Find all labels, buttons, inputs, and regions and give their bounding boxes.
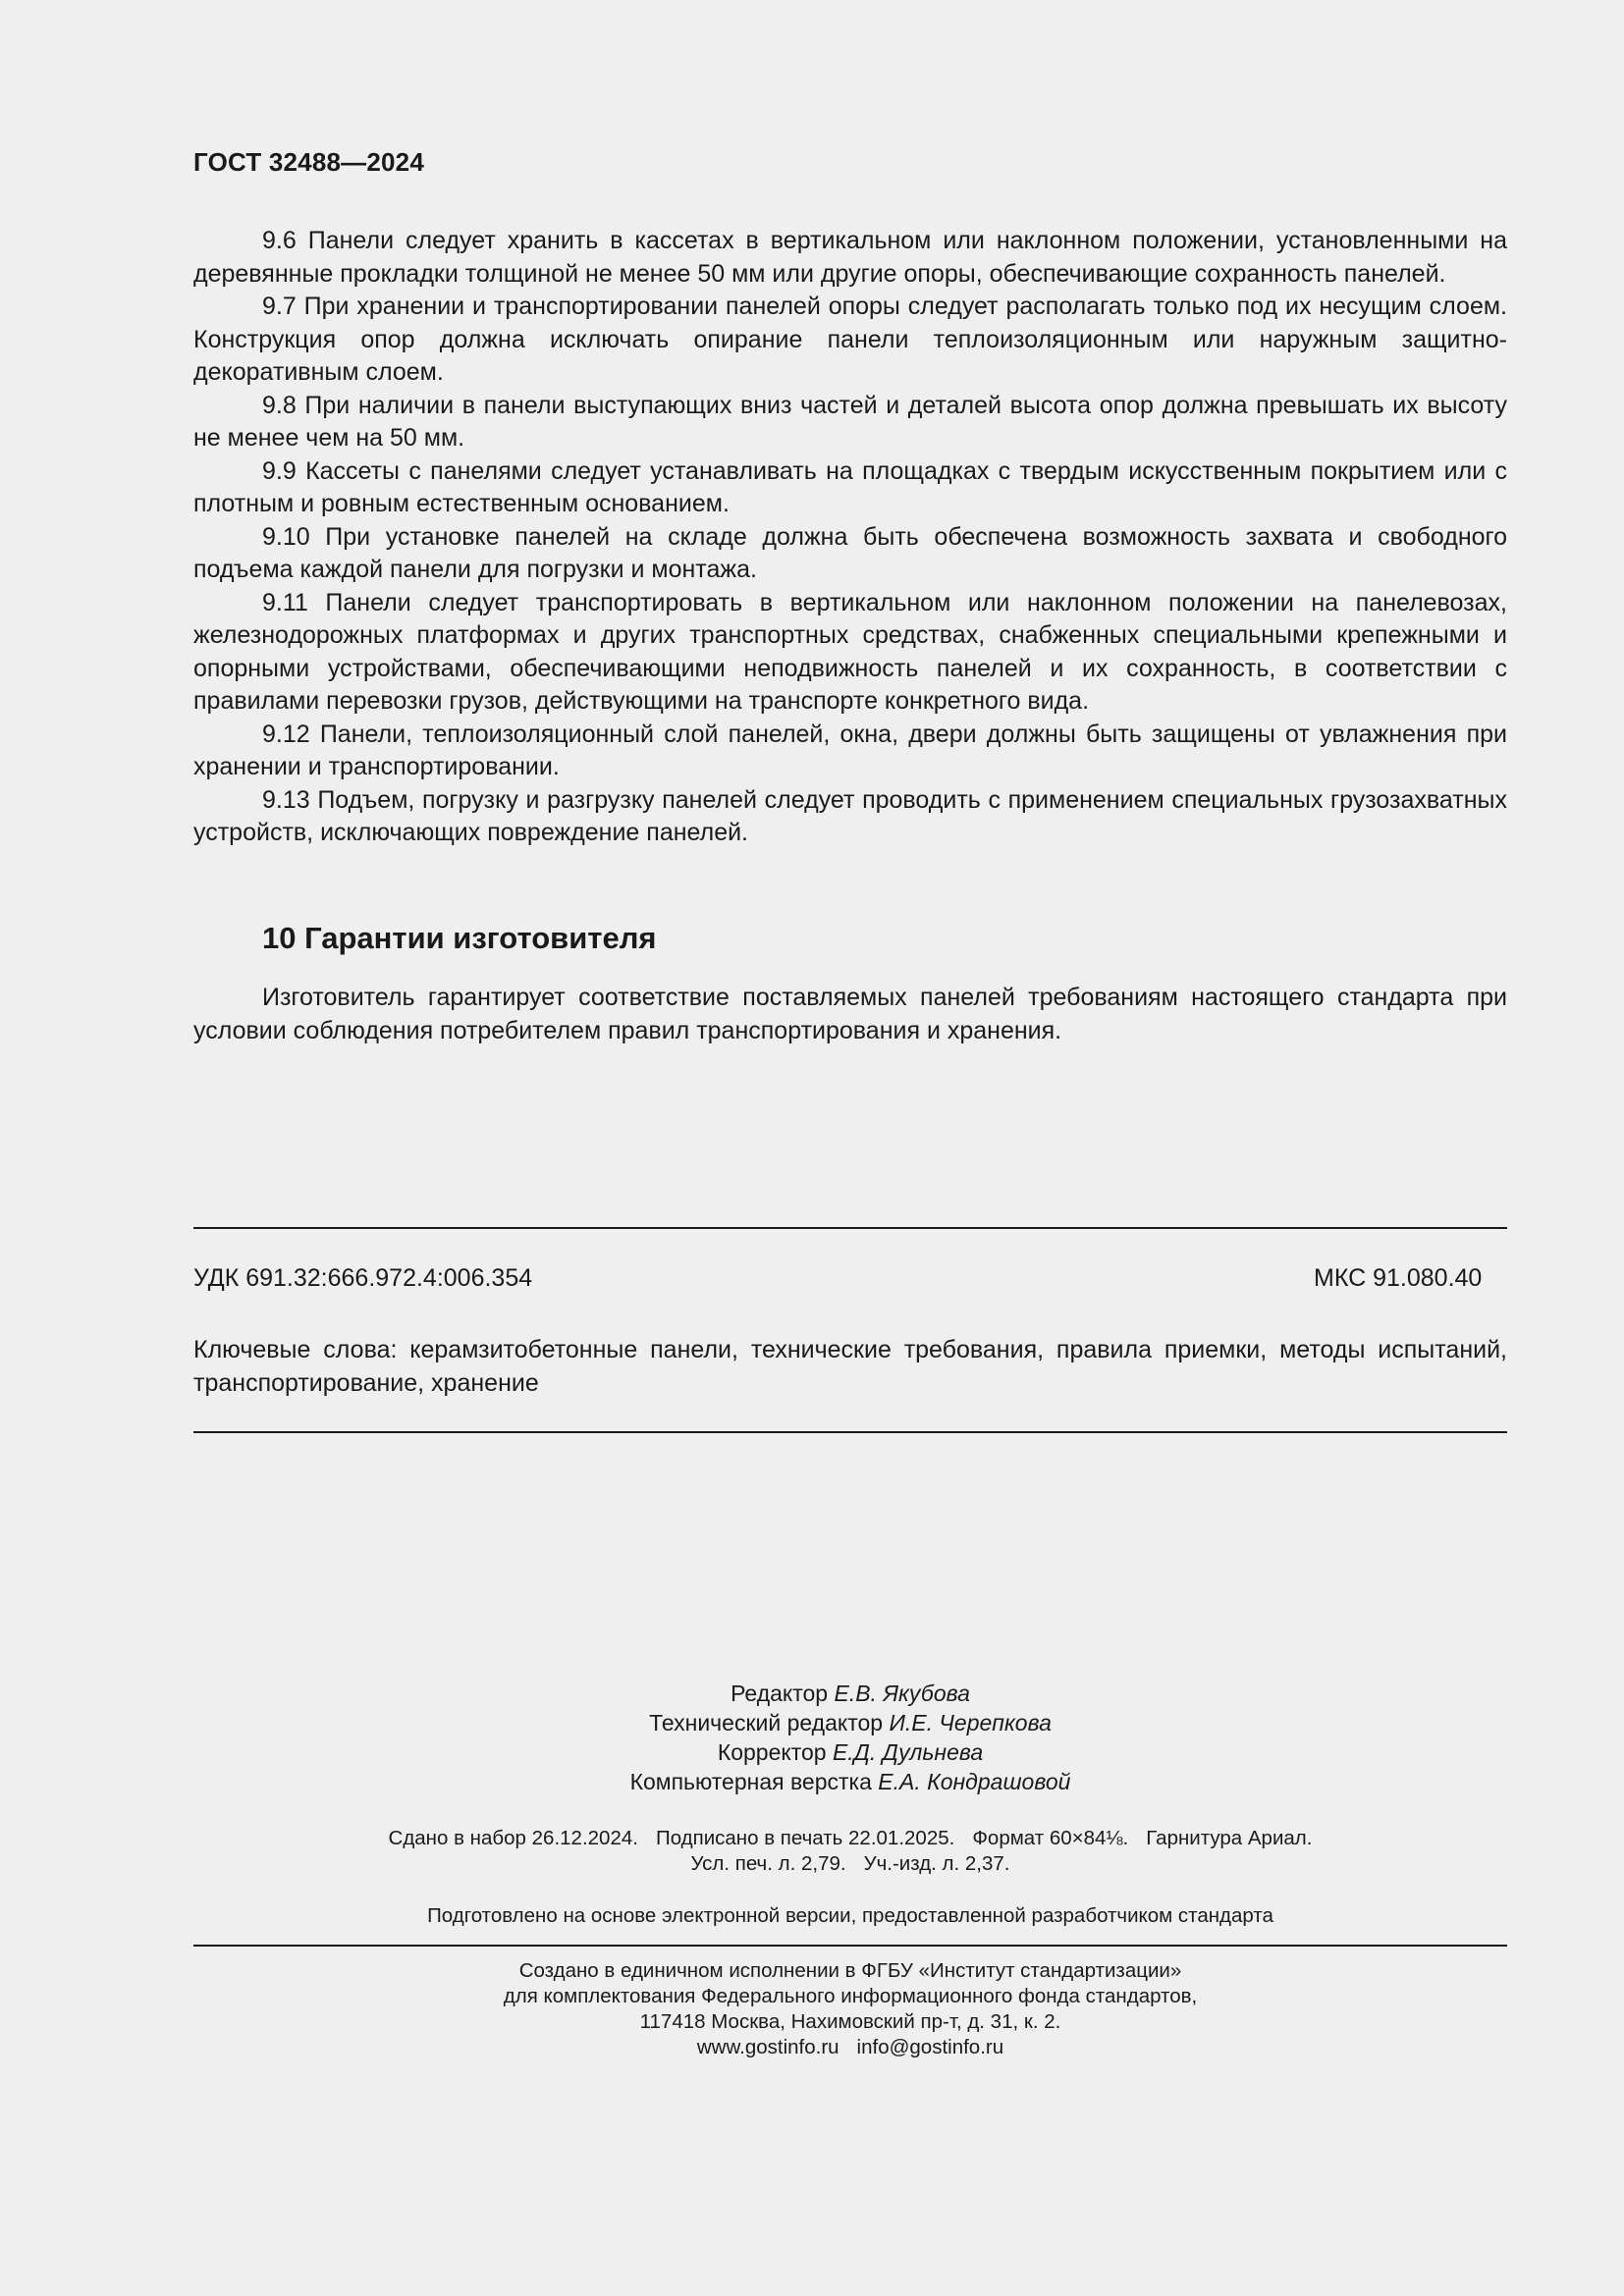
section-10-heading: 10 Гарантии изготовителя <box>262 921 657 955</box>
print-info <box>193 1826 1507 1877</box>
paragraph-9-8: 9.8 При наличии в панели выступающих вниз частей и деталей высота опор должна превышать их высоту не менее чем на 50 мм. <box>193 391 1507 452</box>
credit-technical-editor: Технический редактор И.Е. Черепкова <box>649 1710 1052 1735</box>
imprint-line-2: для комплектования Федерального информационного фонда стандартов, <box>503 1985 1198 2007</box>
keywords-text: Ключевые слова: керамзитобетонные панели, технические требования, правила приемки, методы испытаний, транспортирование, хранение <box>193 1336 1507 1397</box>
credit-editor: Редактор Е.В. Якубова <box>731 1681 970 1706</box>
keywords-block <box>193 1334 1507 1400</box>
print-info-line-2 <box>193 1851 1507 1877</box>
paragraph-9-12: 9.12 Панели, теплоизоляционный слой панелей, окна, двери должны быть защищены от увлажнения при хранении и транспортировании. <box>193 720 1507 780</box>
storage-transport-section <box>193 225 1507 850</box>
website-link[interactable]: www.gostinfo.ru <box>696 2036 839 2058</box>
sent-to-typeset: Сдано в набор 26.12.2024. <box>388 1827 638 1849</box>
prepared-note: Подготовлено на основе электронной версии, предоставленной разработчиком стандарта <box>427 1904 1273 1927</box>
imprint-line-3: 117418 Москва, Нахимовский пр-т, д. 31, к. 2. <box>639 2010 1061 2033</box>
credits-block <box>193 1679 1507 1796</box>
imprint-line-1: Создано в единичном исполнении в ФГБУ «Институт стандартизации» <box>518 1959 1182 1982</box>
typeface: Гарнитура Ариал. <box>1146 1827 1313 1849</box>
format: Формат 60×84⅛. <box>972 1827 1129 1849</box>
divider-middle <box>193 1431 1507 1433</box>
paragraph-9-9: 9.9 Кассеты с панелями следует устанавливать на площадках с твердым искусственным покрытием или с плотным и ровным естественным основанием. <box>193 456 1507 517</box>
paragraph-9-6: 9.6 Панели следует хранить в кассетах в вертикальном или наклонном положении, установленными на деревянные прокладки толщиной не менее 50 мм или другие опоры, обеспечивающие сохранность панелей. <box>193 227 1507 288</box>
divider-top <box>193 1227 1507 1229</box>
imprint-contacts <box>193 2035 1507 2060</box>
paragraph-9-7: 9.7 При хранении и транспортировании панелей опоры следует располагать только под их несущим слоем. Конструкция опор должна исключать опирание панели теплоизоляционным или наружным защитно-декоративным слоем. <box>193 293 1507 386</box>
guarantee-section <box>193 982 1507 1047</box>
uch-izd-l: Уч.-изд. л. 2,37. <box>863 1852 1010 1875</box>
signed-to-print: Подписано в печать 22.01.2025. <box>655 1827 955 1849</box>
paragraph-9-13: 9.13 Подъем, погрузку и разгрузку панелей следует проводить с применением специальных грузозахватных устройств, исключающих повреждение панелей. <box>193 785 1507 846</box>
email-link[interactable]: info@gostinfo.ru <box>856 2036 1004 2058</box>
imprint-block <box>193 1958 1507 2060</box>
paragraph-9-11: 9.11 Панели следует транспортировать в вертикальном или наклонном положении на панелевозах, железнодорожных платформах и других транспортных средствах, снабженных специальными крепежными и опорными устройствами, обеспечивающими неподвижность панелей и их сохранность, в соответствии с правилами перевозки грузов, действующими на транспорте конкретного вида. <box>193 588 1507 715</box>
guarantee-text: Изготовитель гарантирует соответствие поставляемых панелей требованиям настоящего стандарта при условии соблюдения потребителем правил транспортирования и хранения. <box>193 984 1507 1044</box>
divider-bottom <box>193 1945 1507 1947</box>
paragraph-9-10: 9.10 При установке панелей на складе должна быть обеспечена возможность захвата и свободного подъема каждой панели для погрузки и монтажа. <box>193 522 1507 583</box>
credit-proofreader: Корректор Е.Д. Дульнева <box>717 1739 984 1765</box>
udk-code: УДК 691.32:666.972.4:006.354 <box>193 1264 533 1292</box>
print-info-line-1 <box>193 1826 1507 1851</box>
credit-layout: Компьютерная верстка Е.А. Кондрашовой <box>629 1769 1071 1794</box>
mks-code: МКС 91.080.40 <box>1314 1264 1483 1292</box>
document-number: ГОСТ 32488—2024 <box>193 147 424 177</box>
usl-pech-l: Усл. печ. л. 2,79. <box>690 1852 846 1875</box>
